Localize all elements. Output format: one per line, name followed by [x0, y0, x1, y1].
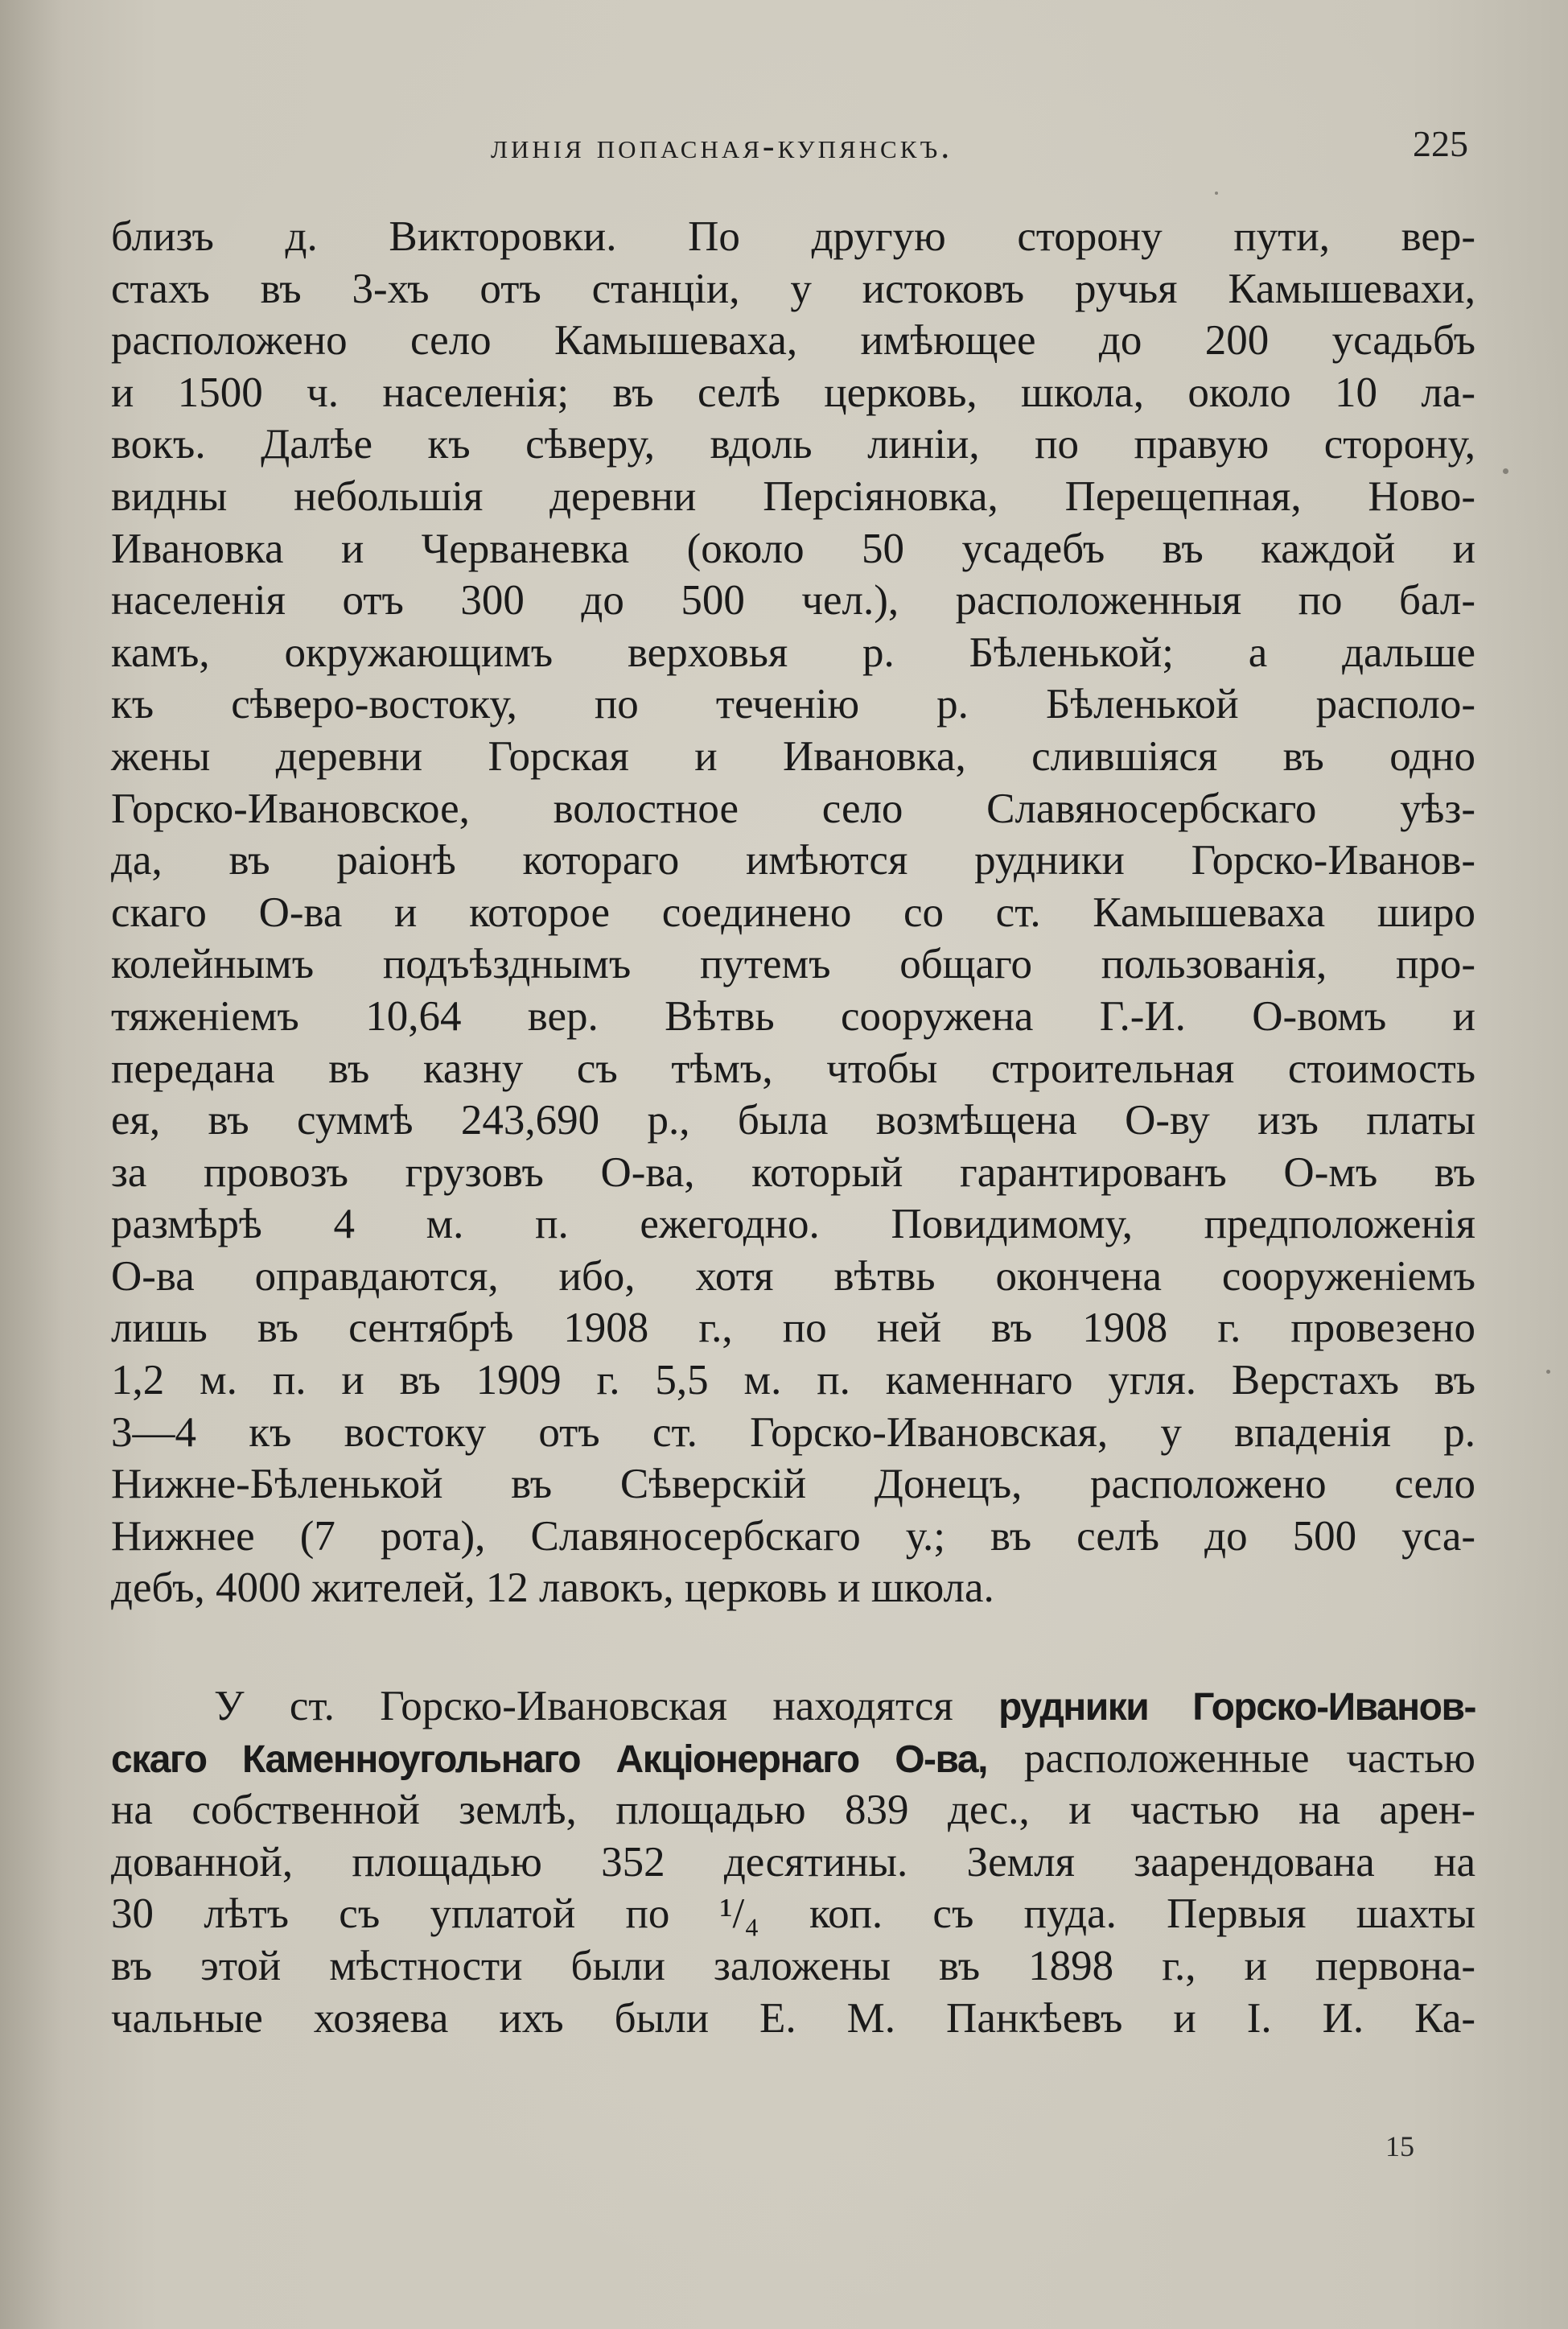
text-line: [111, 1680, 1475, 1733]
text-line: дованной, площадью 352 десятины. Земля заарендована на: [111, 1838, 1475, 1886]
body-text: [111, 211, 1475, 2044]
text-line: 1,2 м. п. и въ 1909 г. 5,5 м. п. каменнаго угля. Верстахъ въ: [111, 1357, 1475, 1404]
text-line: камъ, окружающимъ верховья р. Бѣленькой; а дальше: [111, 629, 1475, 676]
text-line: Нижнее (7 рота), Славяносербскаго у.; въ селѣ до 500 уса-: [111, 1512, 1475, 1560]
text-run: У ст. Горско-Ивановская находятся: [214, 1683, 999, 1730]
paragraph-gap: [111, 1614, 1475, 1680]
text-line: стахъ въ 3-хъ отъ станціи, у истоковъ ручья Камышевахи,: [111, 265, 1475, 312]
text-line: видны небольшія деревни Персіяновка, Перещепная, Ново-: [111, 472, 1475, 520]
paragraph-2: [111, 1680, 1475, 2044]
company-name-bold: рудники Горско-Иванов-: [998, 1686, 1475, 1729]
text-line: лишь въ сентябрѣ 1908 г., по ней въ 1908 г. провезено: [111, 1305, 1475, 1352]
text-run: расположенные частью: [986, 1734, 1475, 1782]
page-header: [0, 119, 1568, 175]
text-line: въ этой мѣстности были заложены въ 1898 г., и первона-: [111, 1943, 1475, 1989]
text-line: и 1500 ч. населенія; въ селѣ церковь, школа, около 10 ла-: [111, 369, 1475, 416]
text-line: на собственной землѣ, площадью 839 дес., и частью на арен-: [111, 1787, 1475, 1834]
text-line: чальные хозяева ихъ были Е. М. Панкѣевъ и І. И. Ка-: [111, 1994, 1475, 2042]
text-line: дебъ, 4000 жителей, 12 лавокъ, церковь и школа.: [111, 1564, 994, 1612]
text-line: населенія отъ 300 до 500 чел.), расположенныя по бал-: [111, 577, 1475, 625]
text-line: къ сѣверо-востоку, по теченію р. Бѣленькой располо-: [111, 681, 1475, 728]
page-number: 225: [1413, 123, 1468, 164]
paper-speck: [1215, 192, 1218, 195]
paragraph-1: [111, 211, 1475, 1614]
text-line: вокъ. Далѣе къ сѣверу, вдоль линіи, по правую сторону,: [111, 421, 1475, 468]
running-title: линія попасная-купянскъ.: [491, 126, 953, 166]
text-line: расположено село Камышеваха, имѣющее до 200 усадьбъ: [111, 317, 1475, 365]
text-line: передана въ казну съ тѣмъ, чтобы строительная стоимость: [111, 1045, 1475, 1092]
text-line: близъ д. Викторовки. По другую сторону пути, вер-: [111, 213, 1475, 260]
text-line: О-ва оправдаются, ибо, хотя вѣтвь окончена сооруженіемъ: [111, 1252, 1475, 1300]
text-line: Горско-Ивановское, волостное село Славяносербскаго уѣз-: [111, 785, 1475, 832]
paper-speck: [1546, 1370, 1550, 1374]
text-line: колейнымъ подъѣзднымъ путемъ общаго пользованія, про-: [111, 941, 1475, 988]
text-line: жены деревни Горская и Ивановка, слившіяся въ одно: [111, 732, 1475, 780]
text-line: скаго О-ва и которое соединено со ст. Камышеваха широ: [111, 888, 1475, 936]
company-name-bold: скаго Каменноугольнаго Акціонернаго О-ва,: [111, 1737, 987, 1781]
text-line: 30 лѣтъ съ уплатой по ¹/₄ коп. съ пуда. Первыя шахты: [111, 1890, 1475, 1938]
text-line: за провозъ грузовъ О-ва, который гарантированъ О-мъ въ: [111, 1148, 1475, 1196]
text-line: [111, 1733, 1475, 1785]
text-line: тяженіемъ 10,64 вер. Вѣтвь сооружена Г.-И. О-вомъ и: [111, 992, 1475, 1040]
text-line: да, въ раіонѣ котораго имѣются рудники Горско-Иванов-: [111, 837, 1475, 884]
text-line: ея, въ суммѣ 243,690 р., была возмѣщена О-ву изъ платы: [111, 1097, 1475, 1144]
text-line: 3—4 къ востоку отъ ст. Горско-Ивановская, у впаденія р.: [111, 1408, 1475, 1456]
text-line: Нижне-Бѣленькой въ Сѣверскій Донецъ, расположено село: [111, 1461, 1475, 1508]
signature-mark: 15: [1385, 2130, 1414, 2162]
paper-speck: [1503, 468, 1508, 474]
text-line: Ивановка и Червaневка (около 50 усадебъ въ каждой и: [111, 525, 1475, 572]
text-line: размѣрѣ 4 м. п. ежегодно. Повидимому, предположенія: [111, 1201, 1475, 1248]
